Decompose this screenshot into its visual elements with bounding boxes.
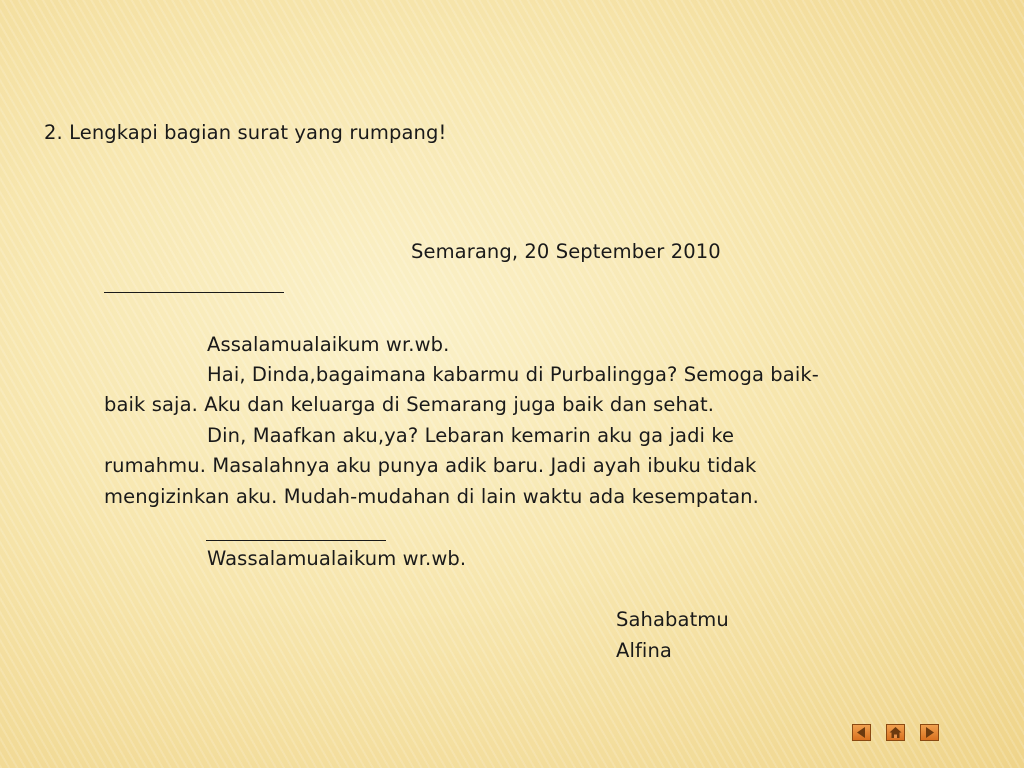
closing-blank (206, 540, 386, 541)
arrow-left-icon (853, 725, 870, 740)
letter-closing: Wassalamualaikum wr.wb. (207, 547, 467, 570)
letter-body-line: Din, Maafkan aku,ya? Lebaran kemarin aku ga jadi ke (207, 424, 735, 447)
next-slide-button[interactable] (920, 724, 939, 741)
salutation-blank (104, 292, 284, 293)
letter-body-line: rumahmu. Masalahnya aku punya adik baru. Jadi ayah ibuku tidak (104, 454, 757, 477)
letter-body-line: baik saja. Aku dan keluarga di Semarang juga baik dan sehat. (104, 393, 715, 416)
home-icon (887, 725, 904, 740)
previous-slide-button[interactable] (852, 724, 871, 741)
letter-body-line: Hai, Dinda,bagaimana kabarmu di Purbalingga? Semoga baik- (207, 363, 819, 386)
arrow-right-icon (921, 725, 938, 740)
letter-place-date: Semarang, 20 September 2010 (411, 240, 721, 263)
letter-opening: Assalamualaikum wr.wb. (207, 333, 450, 356)
letter-signoff: Sahabatmu (616, 608, 729, 631)
letter-signature: Alfina (616, 639, 672, 662)
letter-body-line: mengizinkan aku. Mudah-mudahan di lain waktu ada kesempatan. (104, 485, 759, 508)
question-title: 2. Lengkapi bagian surat yang rumpang! (44, 121, 447, 144)
home-button[interactable] (886, 724, 905, 741)
